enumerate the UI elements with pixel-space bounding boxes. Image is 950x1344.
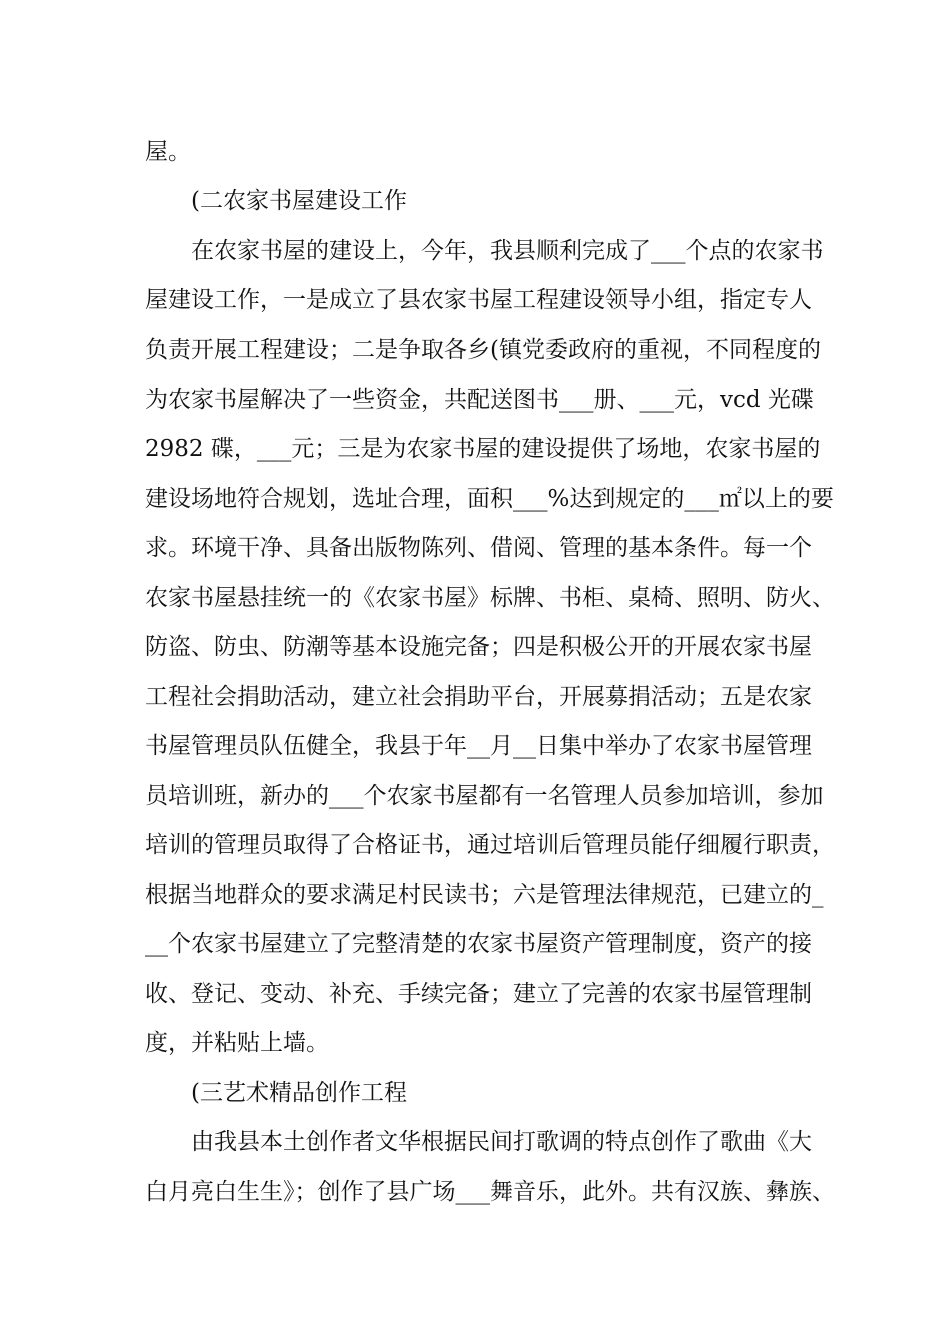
text-line: 白月亮白生生》；创作了县广场___舞音乐，此外。共有汉族、彝族、 [145, 1179, 835, 1205]
text-line: 2982 碟，___元；三是为农家书屋的建设提供了场地，农家书屋的 [145, 436, 821, 462]
text-line: 由我县本土创作者文华根据民间打歌调的特点创作了歌曲《大 [191, 1129, 812, 1155]
text-line: __个农家书屋建立了完整清楚的农家书屋资产管理制度，资产的接 [145, 931, 812, 957]
text-line: 屋。 [145, 139, 191, 165]
text-line: 培训的管理员取得了合格证书，通过培训后管理员能仔细履行职责， [145, 832, 835, 858]
text-line: 根据当地群众的要求满足村民读书；六是管理法律规范，已建立的_ [145, 882, 824, 908]
text-line: 员培训班，新办的___个农家书屋都有一名管理人员参加培训，参加 [145, 783, 824, 809]
section-heading: (三艺术精品创作工程 [191, 1080, 407, 1106]
text-line: 防盗、防虫、防潮等基本设施完备；四是积极公开的开展农家书屋 [145, 634, 812, 660]
text-line: 书屋管理员队伍健全，我县于年__月__日集中举办了农家书屋管理 [145, 733, 812, 759]
text-line: 工程社会捐助活动，建立社会捐助平台，开展募捐活动；五是农家 [145, 684, 812, 710]
text-line: 为农家书屋解决了一些资金，共配送图书___册、___元，vcd 光碟 [145, 387, 814, 413]
text-line: 求。环境干净、具备出版物陈列、借阅、管理的基本条件。每一个 [145, 535, 812, 561]
section-heading: (二农家书屋建设工作 [191, 188, 407, 214]
text-line: 收、登记、变动、补充、手续完备；建立了完善的农家书屋管理制 [145, 981, 812, 1007]
text-line: 农家书屋悬挂统一的《农家书屋》标牌、书柜、桌椅、照明、防火、 [145, 585, 835, 611]
text-line: 屋建设工作，一是成立了县农家书屋工程建设领导小组，指定专人 [145, 287, 812, 313]
text-line: 度，并粘贴上墙。 [145, 1030, 329, 1056]
text-line: 在农家书屋的建设上，今年，我县顺利完成了___个点的农家书 [191, 238, 824, 264]
text-line: 负责开展工程建设；二是争取各乡(镇党委政府的重视，不同程度的 [145, 337, 821, 363]
text-line: 建设场地符合规划，选址合理，面积___%达到规定的___㎡以上的要 [145, 486, 834, 512]
